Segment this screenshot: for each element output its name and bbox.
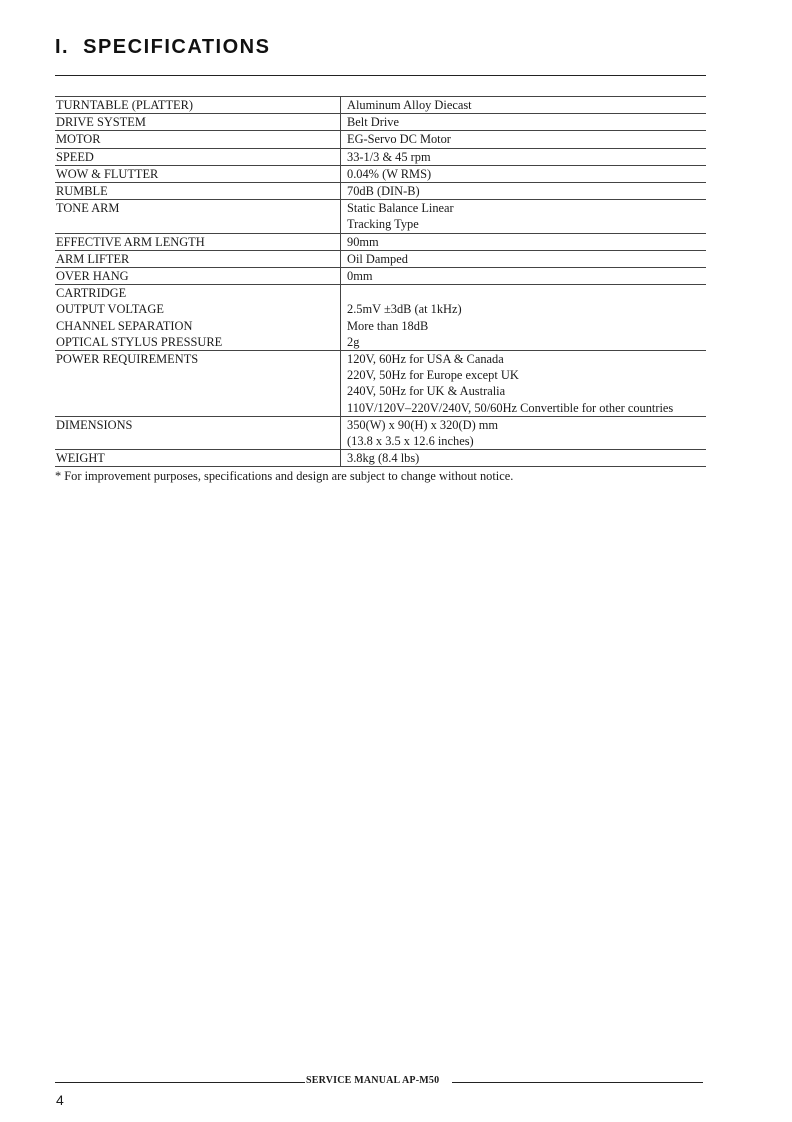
- spec-label: CHANNEL SEPARATION: [56, 318, 193, 333]
- spec-label: EFFECTIVE ARM LENGTH: [55, 233, 341, 250]
- spec-label: POWER REQUIREMENTS: [55, 351, 341, 417]
- spec-value: Oil Damped: [341, 250, 707, 267]
- spec-value: 350(W) x 90(H) x 320(D) mm (13.8 x 3.5 x 12.6 inches): [341, 416, 707, 449]
- spec-label: ARM LIFTER: [55, 250, 341, 267]
- footer-rule-left: [55, 1082, 305, 1083]
- spec-row: [55, 285, 706, 302]
- spec-row: [55, 301, 706, 317]
- spec-row: [55, 250, 706, 267]
- footer-manual-title: SERVICE MANUAL AP-M50: [306, 1075, 440, 1086]
- spec-value: 0mm: [341, 268, 707, 285]
- spec-value: 3.8kg (8.4 lbs): [341, 450, 707, 467]
- spec-label: TURNTABLE (PLATTER): [55, 97, 341, 114]
- spec-value: Aluminum Alloy Diecast: [341, 97, 707, 114]
- section-title: SPECIFICATIONS: [83, 36, 271, 58]
- specifications-table: [55, 96, 706, 467]
- spec-row: [55, 318, 706, 334]
- spec-row: [55, 200, 706, 233]
- spec-row: [55, 165, 706, 182]
- spec-label: TONE ARM: [55, 200, 341, 233]
- spec-label: MOTOR: [55, 131, 341, 148]
- spec-label: WOW & FLUTTER: [55, 165, 341, 182]
- spec-label: DIMENSIONS: [55, 416, 341, 449]
- spec-label: OPTICAL STYLUS PRESSURE: [55, 334, 341, 351]
- spec-value: 70dB (DIN-B): [341, 183, 707, 200]
- spec-value: 0.04% (W RMS): [341, 165, 707, 182]
- spec-row: [55, 131, 706, 148]
- spec-row: [55, 334, 706, 351]
- spec-value: 90mm: [341, 233, 707, 250]
- spec-row: [55, 114, 706, 131]
- spec-label: WEIGHT: [55, 450, 341, 467]
- spec-label: RUMBLE: [55, 183, 341, 200]
- spec-value: 120V, 60Hz for USA & Canada 220V, 50Hz for Europe except UK 240V, 50Hz for UK & Australia 110V/120V–220V/240V, 50/60Hz Convertible for other countries: [341, 351, 707, 417]
- spec-label: DRIVE SYSTEM: [55, 114, 341, 131]
- change-notice: * For improvement purposes, specifications and design are subject to change without notice.: [55, 469, 514, 483]
- spec-row: [55, 97, 706, 114]
- spec-value: More than 18dB: [341, 318, 707, 334]
- spec-label: SPEED: [55, 148, 341, 165]
- spec-row: [55, 450, 706, 467]
- spec-row: [55, 416, 706, 449]
- spec-value: Static Balance Linear Tracking Type: [341, 200, 707, 233]
- spec-value: Belt Drive: [341, 114, 707, 131]
- section-heading: [55, 36, 270, 59]
- spec-label: CARTRIDGE: [56, 286, 127, 301]
- spec-value: 2.5mV ±3dB (at 1kHz): [341, 301, 707, 317]
- section-number: I.: [55, 36, 70, 58]
- spec-row: [55, 233, 706, 250]
- spec-row: [55, 183, 706, 200]
- heading-rule: [55, 75, 706, 76]
- spec-row: [55, 351, 706, 417]
- spec-row: [55, 268, 706, 285]
- footer-rule-right: [452, 1082, 703, 1083]
- spec-value: 33-1/3 & 45 rpm: [341, 148, 707, 165]
- page-number: 4: [56, 1092, 64, 1108]
- spec-value: [341, 285, 707, 302]
- spec-value: 2g: [341, 334, 707, 351]
- spec-row: [55, 148, 706, 165]
- spec-value: EG-Servo DC Motor: [341, 131, 707, 148]
- spec-label: OVER HANG: [55, 268, 341, 285]
- spec-label: OUTPUT VOLTAGE: [56, 302, 164, 317]
